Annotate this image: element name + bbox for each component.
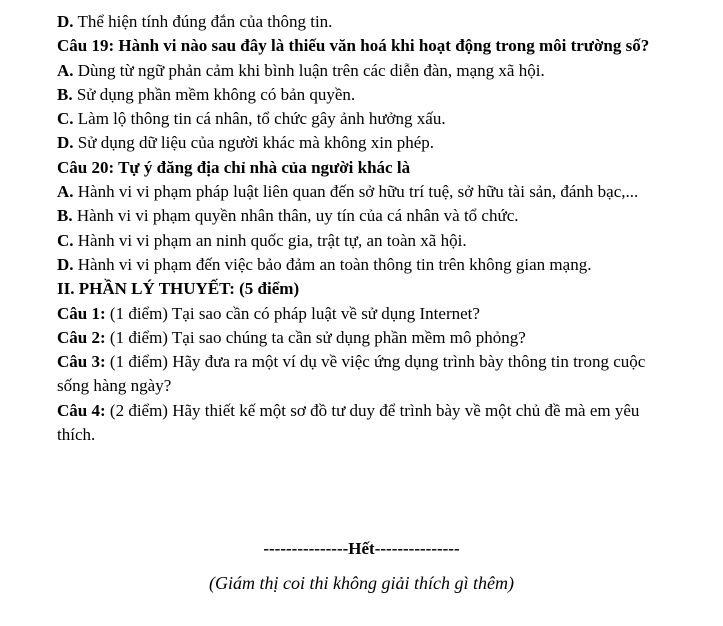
question-label: Câu 3: <box>57 352 106 372</box>
question-text: (1 điểm) Tại sao cần có pháp luật về sử dụng Internet? <box>105 303 480 323</box>
end-marker: ---------------Hết--------------- <box>263 539 460 558</box>
option-label: D. <box>57 133 74 153</box>
q20-option-a <box>57 180 647 204</box>
question-label: Câu 1: <box>57 303 106 323</box>
option-text: Hành vi vi phạm pháp luật liên quan đến sở hữu trí tuệ, sở hữu tài sản, đánh bạc,... <box>73 182 639 202</box>
question-text: (1 điểm) Tại sao chúng ta cần sử dụng phần mềm mô phỏng? <box>105 327 526 347</box>
q19-option-a <box>57 59 697 83</box>
question-text: (1 điểm) Hãy đưa ra một ví dụ về việc ứng dụng trình bày thông tin trong cuộc sống hàng ngày? <box>57 352 646 396</box>
option-label: A. <box>57 182 74 202</box>
q19-option-d <box>57 131 697 155</box>
q19-option-c <box>57 107 697 131</box>
question-text: (2 điểm) Hãy thiết kế một sơ đồ tư duy để trình bày về một chủ đề mà em yêu thích. <box>57 400 640 445</box>
q19-question: Câu 19: Hành vi nào sau đây là thiếu văn hoá khi hoạt động trong môi trường số? <box>57 36 650 56</box>
q20-question: Câu 20: Tự ý đăng địa chỉ nhà của người khác là <box>57 157 411 177</box>
option-label: C. <box>57 230 74 250</box>
q20-option-b <box>57 204 697 228</box>
option-text: Sử dụng phần mềm không có bản quyền. <box>72 84 356 104</box>
footer-note: (Giám thị coi thi không giải thích gì thêm) <box>209 573 514 593</box>
option-label: B. <box>57 206 73 226</box>
option-label: C. <box>57 109 74 129</box>
theory-question-3 <box>57 350 647 399</box>
option-text: Hành vi vi phạm an ninh quốc gia, trật tự, an toàn xã hội. <box>73 230 467 250</box>
q19-option-b <box>57 83 697 107</box>
option-text: Sử dụng dữ liệu của người khác mà không xin phép. <box>73 133 435 153</box>
q18-option-d <box>57 10 697 34</box>
q20-option-d <box>57 253 697 277</box>
option-label: D. <box>57 12 74 31</box>
option-text: Làm lộ thông tin cá nhân, tổ chức gây ảnh hưởng xấu. <box>73 109 446 129</box>
theory-question-1 <box>57 302 697 326</box>
question-label: Câu 2: <box>57 327 106 347</box>
option-text: Hành vi vi phạm quyền nhân thân, uy tín của cá nhân và tổ chức. <box>72 206 519 226</box>
theory-question-4 <box>57 399 667 448</box>
theory-question-2 <box>57 326 697 350</box>
section-2-title: II. PHẦN LÝ THUYẾT: (5 điểm) <box>57 279 300 299</box>
option-text: Thể hiện tính đúng đắn của thông tin. <box>73 12 333 31</box>
exam-content <box>57 10 697 447</box>
question-label: Câu 4: <box>57 400 106 420</box>
option-label: A. <box>57 60 74 80</box>
option-text: Hành vi vi phạm đến việc bảo đảm an toàn thông tin trên không gian mạng. <box>73 254 592 274</box>
option-text: Dùng từ ngữ phản cảm khi bình luận trên các diễn đàn, mạng xã hội. <box>73 60 545 80</box>
q20-option-c <box>57 229 697 253</box>
option-label: D. <box>57 254 74 274</box>
option-label: B. <box>57 84 73 104</box>
